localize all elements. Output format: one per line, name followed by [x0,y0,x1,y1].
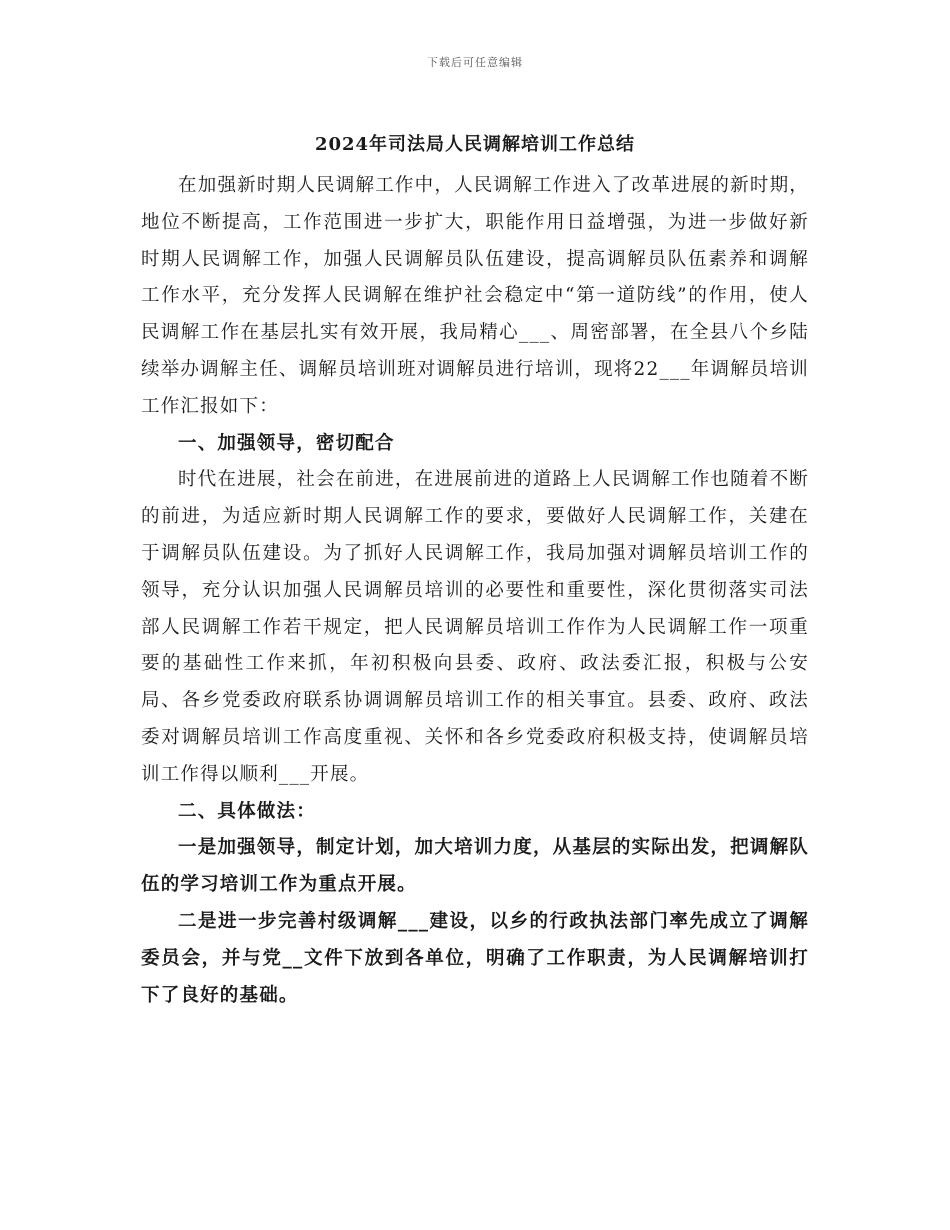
intro-paragraph: 在加强新时期人民调解工作中，人民调解工作进入了改革进展的新时期，地位不断提高，工作范围进一步扩大，职能作用日益增强，为进一步做好新时期人民调解工作，加强人民调解员队伍建设，提高调解员队伍素养和调解工作水平，充分发挥人民调解在维护社会稳定中“第一道防线”的作用，使人民调解工作在基层扎实有效开展，我局精心___、周密部署，在全县八个乡陆续举办调解主任、调解员培训班对调解员进行培训，现将22___年调解员培训工作汇报如下： [141,175,809,417]
method-item-1: 一是加强领导，制定计划，加大培训力度，从基层的实际出发，把调解队伍的学习培训工作为重点开展。 [141,837,809,896]
section-heading-1: 一、加强领导，密切配合 [178,432,395,454]
header-note: 下载后可任意编辑 [427,56,523,69]
document-title: 2024年司法局人民调解培训工作总结 [314,134,636,155]
section-heading-2: 二、具体做法： [178,800,316,822]
section-1-paragraph: 时代在进展，社会在前进，在进展前进的道路上人民调解工作也随着不断的前进，为适应新时期人民调解工作的要求，要做好人民调解工作，关建在于调解员队伍建设。为了抓好人民调解工作，我局加强对调解员培训工作的领导，充分认识加强人民调解员培训的必要性和重要性，深化贯彻落实司法部人民调解工作若干规定，把人民调解员培训工作作为人民调解工作一项重要的基础性工作来抓，年初积极向县委、政府、政法委汇报，积极与公安局、各乡党委政府联系协调调解员培训工作的相关事宜。县委、政府、政法委对调解员培训工作高度重视、关怀和各乡党委政府积极支持，使调解员培训工作得以顺利___开展。 [141,469,809,785]
document-body [141,168,809,1014]
method-item-2: 二是进一步完善村级调解___建设，以乡的行政执法部门率先成立了调解委员会，并与党__文件下放到各单位，明确了工作职责，为人民调解培训打下了良好的基础。 [141,910,809,1006]
